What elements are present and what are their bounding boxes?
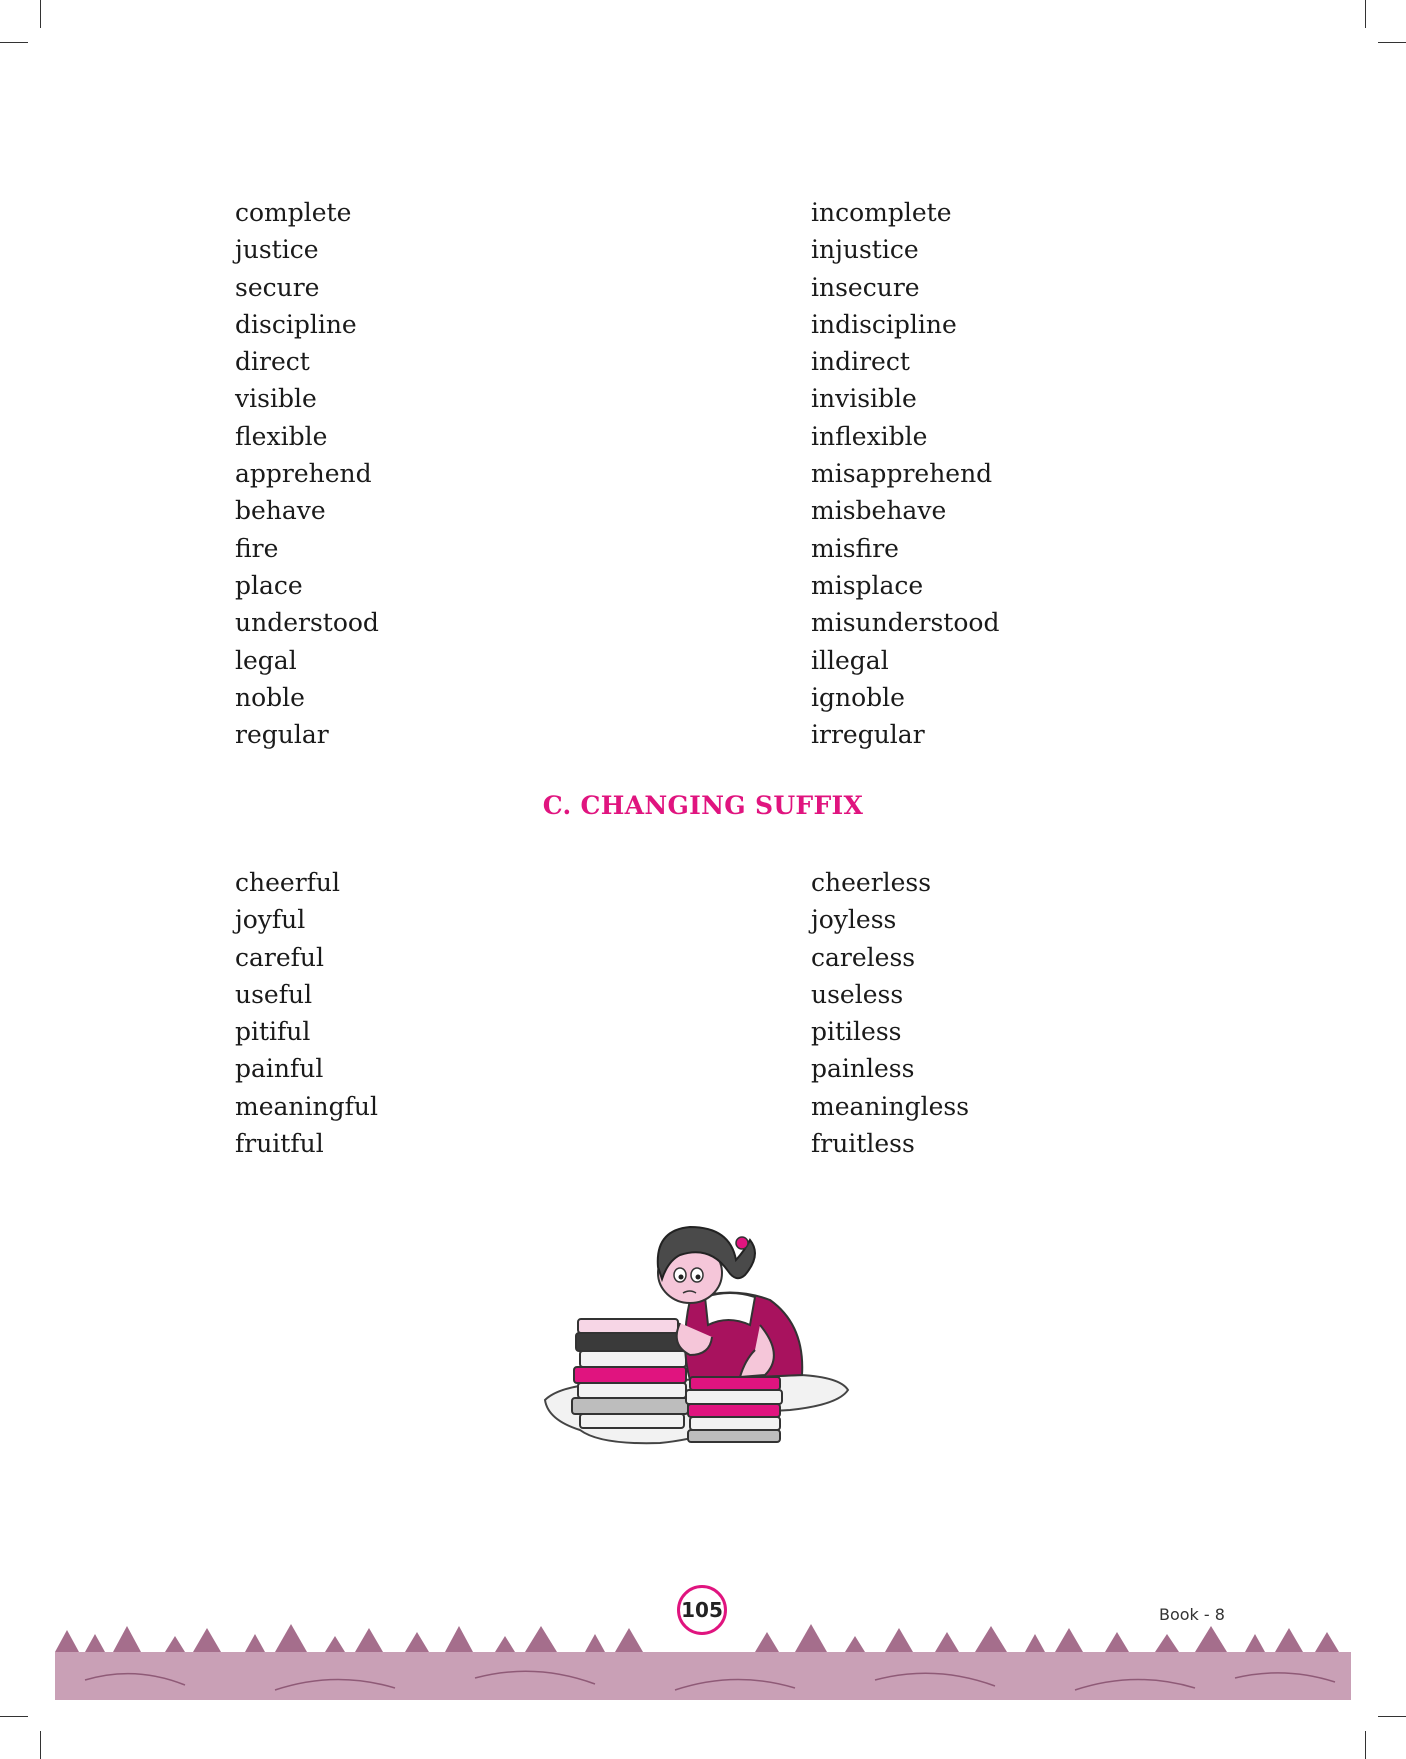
suffix-changed-words-list xyxy=(811,864,969,1162)
crop-mark xyxy=(1378,1716,1406,1717)
crop-mark xyxy=(0,1716,28,1717)
word: regular xyxy=(235,720,329,750)
word: fruitless xyxy=(811,1129,915,1159)
word: direct xyxy=(235,347,310,377)
word: careless xyxy=(811,942,916,972)
word: painless xyxy=(811,1054,915,1084)
crop-mark xyxy=(40,0,41,28)
word: useless xyxy=(811,979,904,1009)
word: fire xyxy=(235,533,279,563)
word: invisible xyxy=(811,384,917,414)
word: misapprehend xyxy=(811,459,993,489)
crop-mark xyxy=(1365,0,1366,28)
word: noble xyxy=(235,682,305,712)
word: visible xyxy=(235,384,317,414)
word: complete xyxy=(235,198,352,227)
word: understood xyxy=(235,608,379,638)
word: pitiful xyxy=(235,1017,311,1047)
word: flexible xyxy=(235,421,328,451)
crop-mark xyxy=(0,42,28,43)
suffix-base-words-list xyxy=(235,864,378,1162)
word: insecure xyxy=(811,272,920,302)
word: inflexible xyxy=(811,421,928,451)
girl-studying-books-illustration xyxy=(540,1205,860,1450)
section-heading: C. CHANGING SUFFIX xyxy=(542,791,864,820)
word: misfire xyxy=(811,533,899,563)
word: misunderstood xyxy=(811,608,1000,638)
crop-mark xyxy=(1365,1731,1366,1759)
crop-mark xyxy=(1378,42,1406,43)
word: discipline xyxy=(235,309,357,339)
word: apprehend xyxy=(235,459,372,489)
word: joyless xyxy=(811,905,897,935)
word: irregular xyxy=(811,720,925,750)
word: useful xyxy=(235,979,313,1009)
word: place xyxy=(235,570,303,600)
word: ignoble xyxy=(811,682,905,712)
word: misbehave xyxy=(811,496,947,526)
word: meaningful xyxy=(235,1091,378,1121)
word: careful xyxy=(235,942,325,972)
word: injustice xyxy=(811,235,919,265)
word: fruitful xyxy=(235,1129,324,1159)
word: pitiless xyxy=(811,1017,902,1047)
word: indirect xyxy=(811,347,910,377)
word: illegal xyxy=(811,645,889,675)
word: meaningless xyxy=(811,1091,970,1121)
word: cheerless xyxy=(811,868,932,897)
word: legal xyxy=(235,645,297,675)
word: incomplete xyxy=(811,198,952,227)
prefix-base-words-list xyxy=(235,194,379,753)
word: behave xyxy=(235,496,326,526)
prefix-changed-words-list xyxy=(811,194,999,753)
word: joyful xyxy=(235,905,306,935)
book-label: Book - 8 xyxy=(1159,1605,1225,1624)
word: justice xyxy=(235,235,319,265)
page-number: 105 xyxy=(677,1585,727,1635)
word: misplace xyxy=(811,570,924,600)
crop-mark xyxy=(40,1731,41,1759)
word: secure xyxy=(235,272,320,302)
word: painful xyxy=(235,1054,324,1084)
word: indiscipline xyxy=(811,309,957,339)
word: cheerful xyxy=(235,868,340,897)
